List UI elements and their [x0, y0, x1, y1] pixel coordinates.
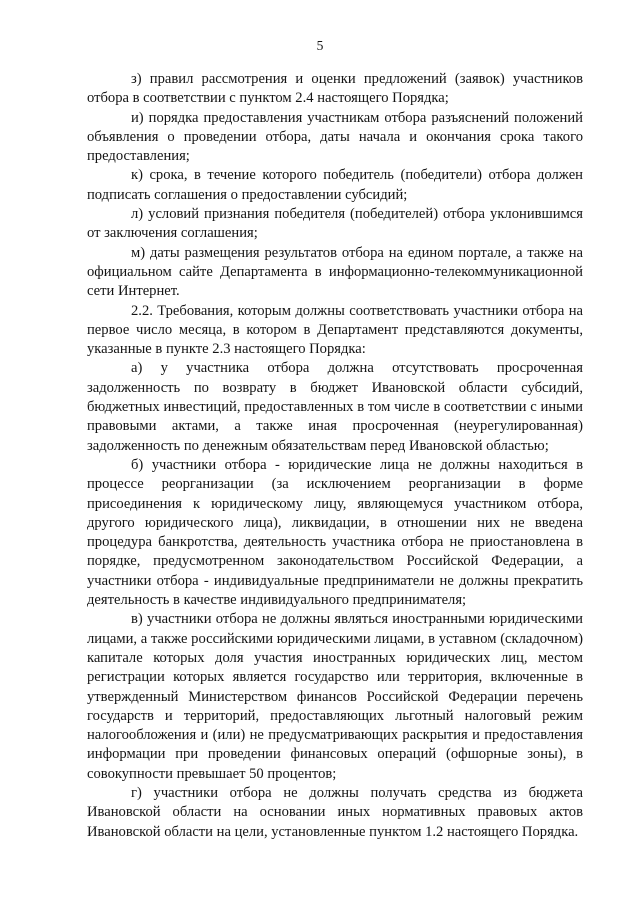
paragraph-item-l: л) условий признания победителя (победителей) отбора уклонившимся от заключения соглашения; — [87, 206, 583, 242]
paragraph-item-v: в) участники отбора не должны являться иностранными юридическими лицами, а также российскими юридическими лицами, в уставном (складочном) капитале которых доля участия иностранных юридических лиц, местом регистрации которых является государство или территория, включенные в утвержденный Министерством финансов Российской Федерации перечень государств и территорий, предоставляющих льготный налоговый режим налогообложения и (или) не предусматривающих раскрытия и предоставления информации при проведении финансовых операций (офшорные зоны), в совокупности превышает 50 процентов; — [87, 611, 583, 782]
paragraph-item-k: к) срока, в течение которого победитель (победители) отбора должен подписать соглашения о предоставлении субсидий; — [87, 167, 583, 203]
paragraph-item-i: и) порядка предоставления участникам отбора разъяснений положений объявления о проведении отбора, даты начала и окончания срока такого предоставления; — [87, 109, 583, 165]
document-body — [87, 70, 583, 842]
page-number: 5 — [316, 38, 324, 53]
paragraph-section-2-2: 2.2. Требования, которым должны соответствовать участники отбора на первое число месяца, в котором в Департамент представляются документы, указанные в пункте 2.3 настоящего Порядка: — [87, 302, 583, 358]
paragraph-item-g: г) участники отбора не должны получать средства из бюджета Ивановской области на основании иных нормативных правовых актов Ивановской области на цели, установленные пунктом 1.2 настоящего Порядка. — [87, 784, 583, 840]
paragraph-item-a: а) у участника отбора должна отсутствовать просроченная задолженность по возврату в бюджет Ивановской области субсидий, бюджетных инвестиций, предоставленных в том числе в соответствии с иными правовыми актами, а также иная просроченная (неурегулированная) задолженность по денежным обязательствам перед Ивановской областью; — [87, 360, 583, 454]
paragraph-item-b: б) участники отбора - юридические лица не должны находиться в процессе реорганизации (за исключением реорганизации в форме присоединения к юридическому лицу, являющемуся участником отбора, другого юридического лица), ликвидации, в отношении них не введена процедура банкротства, деятельность участника отбора не приостановлена в порядке, предусмотренном законодательством Российской Федерации, а участники отбора - индивидуальные предприниматели не должны прекратить деятельность в качестве индивидуального предпринимателя; — [87, 456, 583, 609]
paragraph-item-z: з) правил рассмотрения и оценки предложений (заявок) участников отбора в соответствии с пунктом 2.4 настоящего Порядка; — [87, 71, 583, 107]
paragraph-item-m: м) даты размещения результатов отбора на едином портале, а также на официальном сайте Департамента в информационно-телекоммуникационной сети Интернет. — [87, 244, 583, 300]
